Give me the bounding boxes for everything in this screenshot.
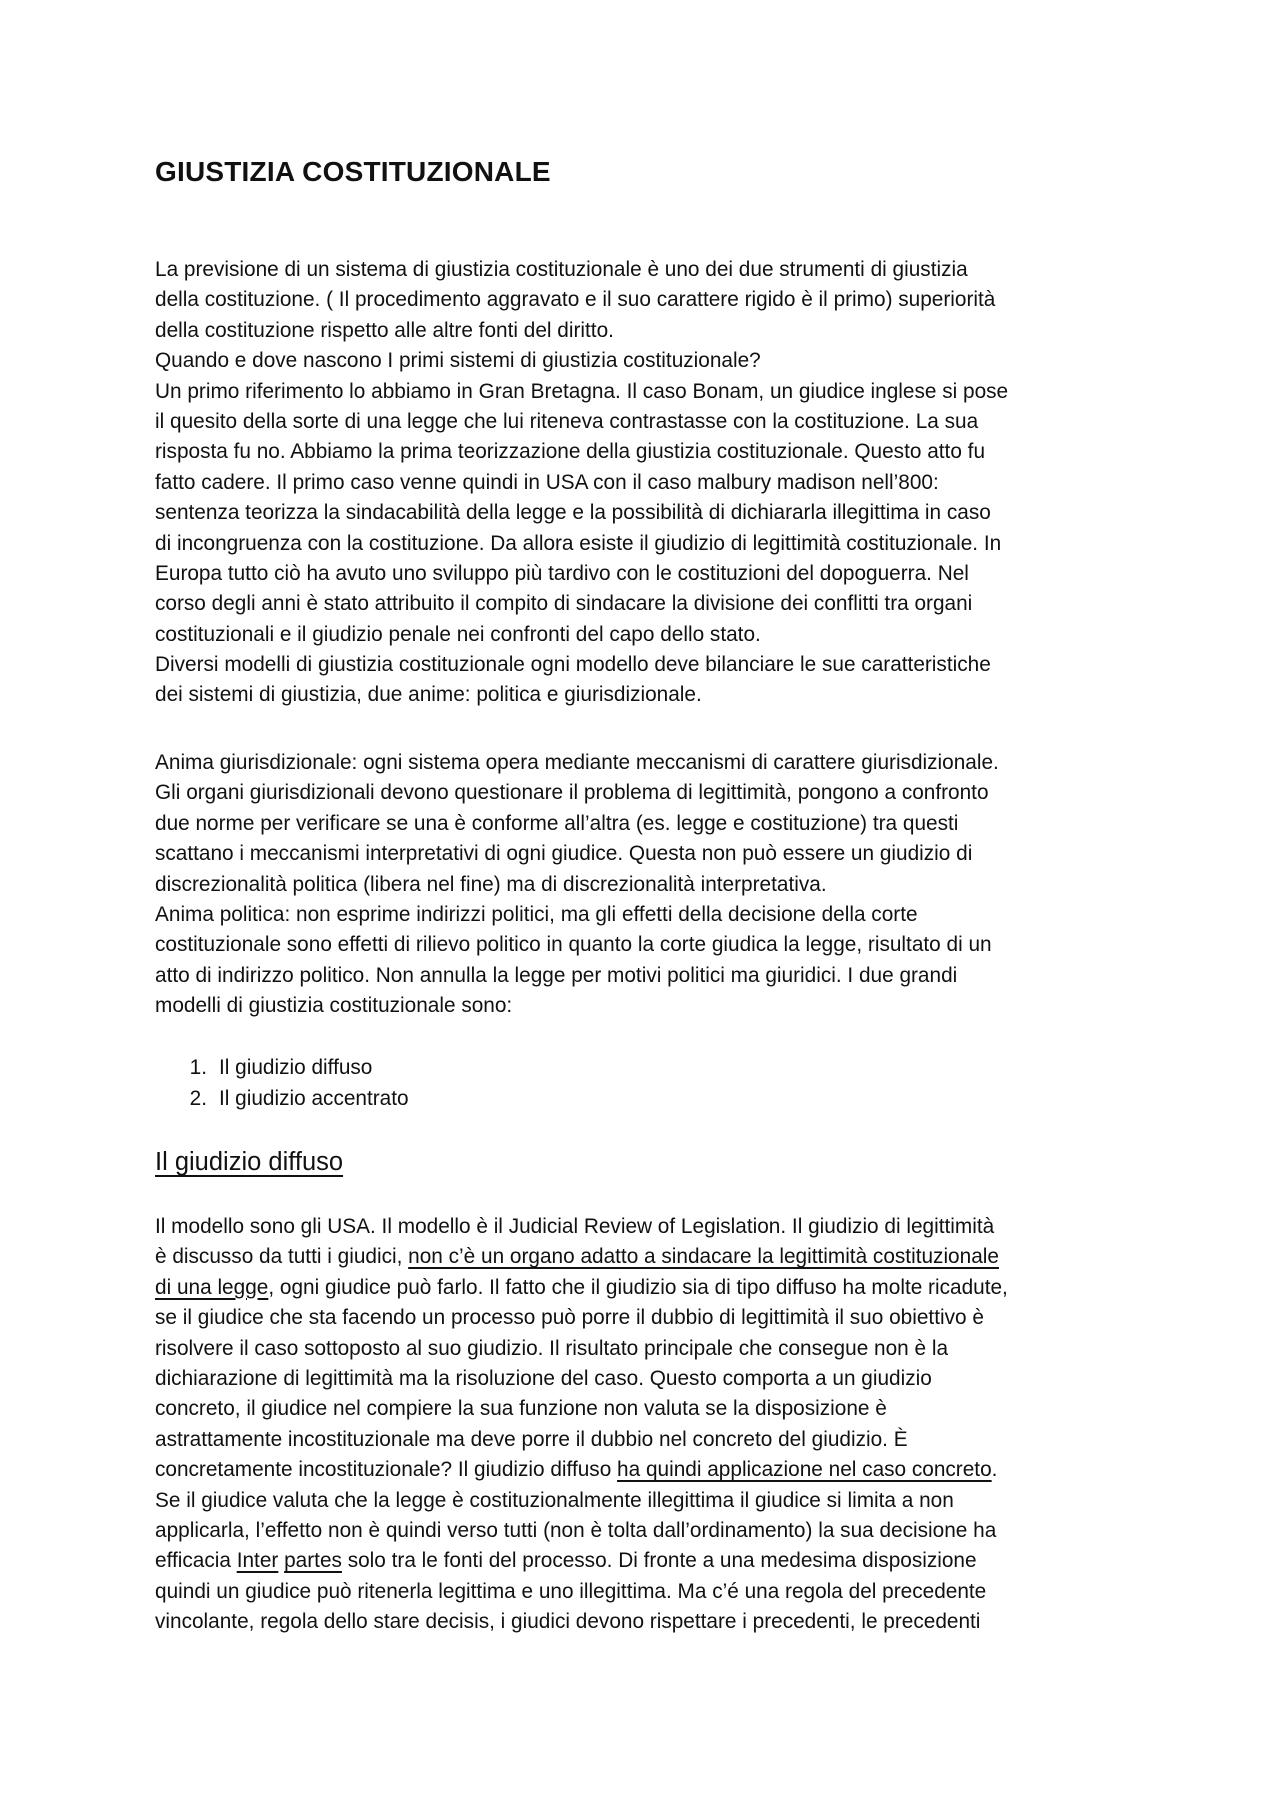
text-line: della costituzione. ( Il procedimento aggravato e il suo carattere rigido è il primo) superiorità [155,288,996,312]
text-line: se il giudice che sta facendo un processo può porre il dubbio di legittimità il suo obiettivo è [155,1306,984,1330]
list-item-number: 2. [189,1087,207,1110]
text-line: scattano i meccanismi interpretativi di ogni giudice. Questa non può essere un giudizio di [155,842,973,866]
underlined-text: non c’è un organo adatto a sindacare la legittimità costituzionale [408,1245,999,1269]
text-segment: efficacia [155,1549,237,1573]
text-line: quindi un giudice può ritenerla legittima e uno illegittima. Ma c’é una regola del precedente [155,1579,987,1603]
underlined-text: di una legge [155,1275,269,1299]
text-segment: concretamente incostituzionale? Il giudizio diffuso [155,1458,618,1482]
text-line: discrezionalità politica (libera nel fine) ma di discrezionalità interpretativa. [155,872,827,896]
text-line: applicarla, l’effetto non è quindi verso tutti (non è tolta dall’ordinamento) la sua decisione ha [155,1518,997,1542]
text-line: risposta fu no. Abbiamo la prima teorizzazione della giustizia costituzionale. Questo atto fu [155,440,986,464]
numbered-list [155,1052,409,1114]
text-line: Se il giudice valuta che la legge è costituzionalmente illegittima il giudice si limita a non [155,1488,954,1512]
souls-paragraph [155,748,1135,1022]
underlined-text: partes [284,1549,342,1573]
text-line [155,1546,1135,1576]
section-heading: Il giudizio diffuso [155,1148,344,1176]
text-segment: è discusso da tutti i giudici, [155,1245,409,1269]
text-line: costituzionali e il giudizio penale nei confronti del capo dello stato. [155,622,761,646]
text-line: dei sistemi di giustizia, due anime: politica e giurisdizionale. [155,683,702,707]
text-line: atto di indirizzo politico. Non annulla la legge per motivi politici ma giuridici. I due grandi [155,963,958,987]
text-line: Un primo riferimento lo abbiamo in Gran Bretagna. Il caso Bonam, un giudice inglese si pose [155,379,1009,403]
list-item [155,1052,409,1083]
text-line: Quando e dove nascono I primi sistemi di giustizia costituzionale? [155,349,761,373]
text-line: Anima politica: non esprime indirizzi politici, ma gli effetti della decisione della corte [155,902,918,926]
intro-paragraph [155,255,1135,711]
diffuse-paragraph [155,1212,1135,1637]
text-line: due norme per verificare se una è conforme all’altra (es. legge e costituzione) tra questi [155,811,959,835]
underlined-text: Inter [236,1549,279,1573]
list-item [155,1083,409,1114]
text-line: il quesito della sorte di una legge che lui riteneva contrastasse con la costituzione. La sua [155,409,979,433]
text-line: costituzionale sono effetti di rilievo politico in quanto la corte giudica la legge, risultato di un [155,933,992,957]
list-item-text: Il giudizio accentrato [219,1087,409,1110]
text-line: della costituzione rispetto alle altre fonti del diritto. [155,318,614,342]
text-line: risolvere il caso sottoposto al suo giudizio. Il risultato principale che consegue non è la [155,1336,949,1360]
list-item-number: 1. [189,1056,207,1079]
text-segment: . [991,1458,998,1482]
text-line: modelli di giustizia costituzionale sono: [155,994,513,1018]
text-line: Anima giurisdizionale: ogni sistema opera mediante meccanismi di carattere giurisdizionale. [155,751,999,774]
text-line: Gli organi giurisdizionali devono questionare il problema di legittimità, pongono a confronto [155,781,989,805]
text-line: La previsione di un sistema di giustizia costituzionale è uno dei due strumenti di giustizia [155,258,968,281]
document-title: GIUSTIZIA COSTITUZIONALE [155,156,551,187]
list-item-text: Il giudizio diffuso [219,1056,373,1079]
text-line: astrattamente incostituzionale ma deve porre il dubbio nel concreto del giudizio. È [155,1427,908,1451]
text-line: concreto, il giudice nel compiere la sua funzione non valuta se la disposizione è [155,1397,887,1421]
underlined-text: ha quindi applicazione nel caso concreto [617,1458,992,1482]
text-line [155,1242,1135,1272]
text-line: sentenza teorizza la sindacabilità della legge e la possibilità di dichiararla illegittima in caso [155,501,991,525]
text-segment: solo tra le fonti del processo. Di fronte a una medesima disposizione [341,1549,977,1573]
text-line: fatto cadere. Il primo caso venne quindi in USA con il caso malbury madison nell’800: [155,470,939,494]
text-line: Diversi modelli di giustizia costituzionale ogni modello deve bilanciare le sue caratteristiche [155,653,991,677]
text-segment: , ogni giudice può farlo. Il fatto che il giudizio sia di tipo diffuso ha molte ricadute, [268,1275,1008,1299]
text-line: Europa tutto ciò ha avuto uno sviluppo più tardivo con le costituzioni del dopoguerra. Nel [155,561,969,585]
text-line [155,1273,1135,1303]
text-line [155,1455,1135,1485]
text-line: corso degli anni è stato attribuito il compito di sindacare la divisione dei conflitti tra organi [155,592,973,616]
text-line: Il modello sono gli USA. Il modello è il Judicial Review of Legislation. Il giudizio di legittimità [155,1215,995,1238]
text-line: vincolante, regola dello stare decisis, i giudici devono rispettare i precedenti, le precedenti [155,1610,981,1634]
text-line: dichiarazione di legittimità ma la risoluzione del caso. Questo comporta a un giudizio [155,1366,932,1390]
text-line: di incongruenza con la costituzione. Da allora esiste il giudizio di legittimità costituzionale. In [155,531,1002,555]
